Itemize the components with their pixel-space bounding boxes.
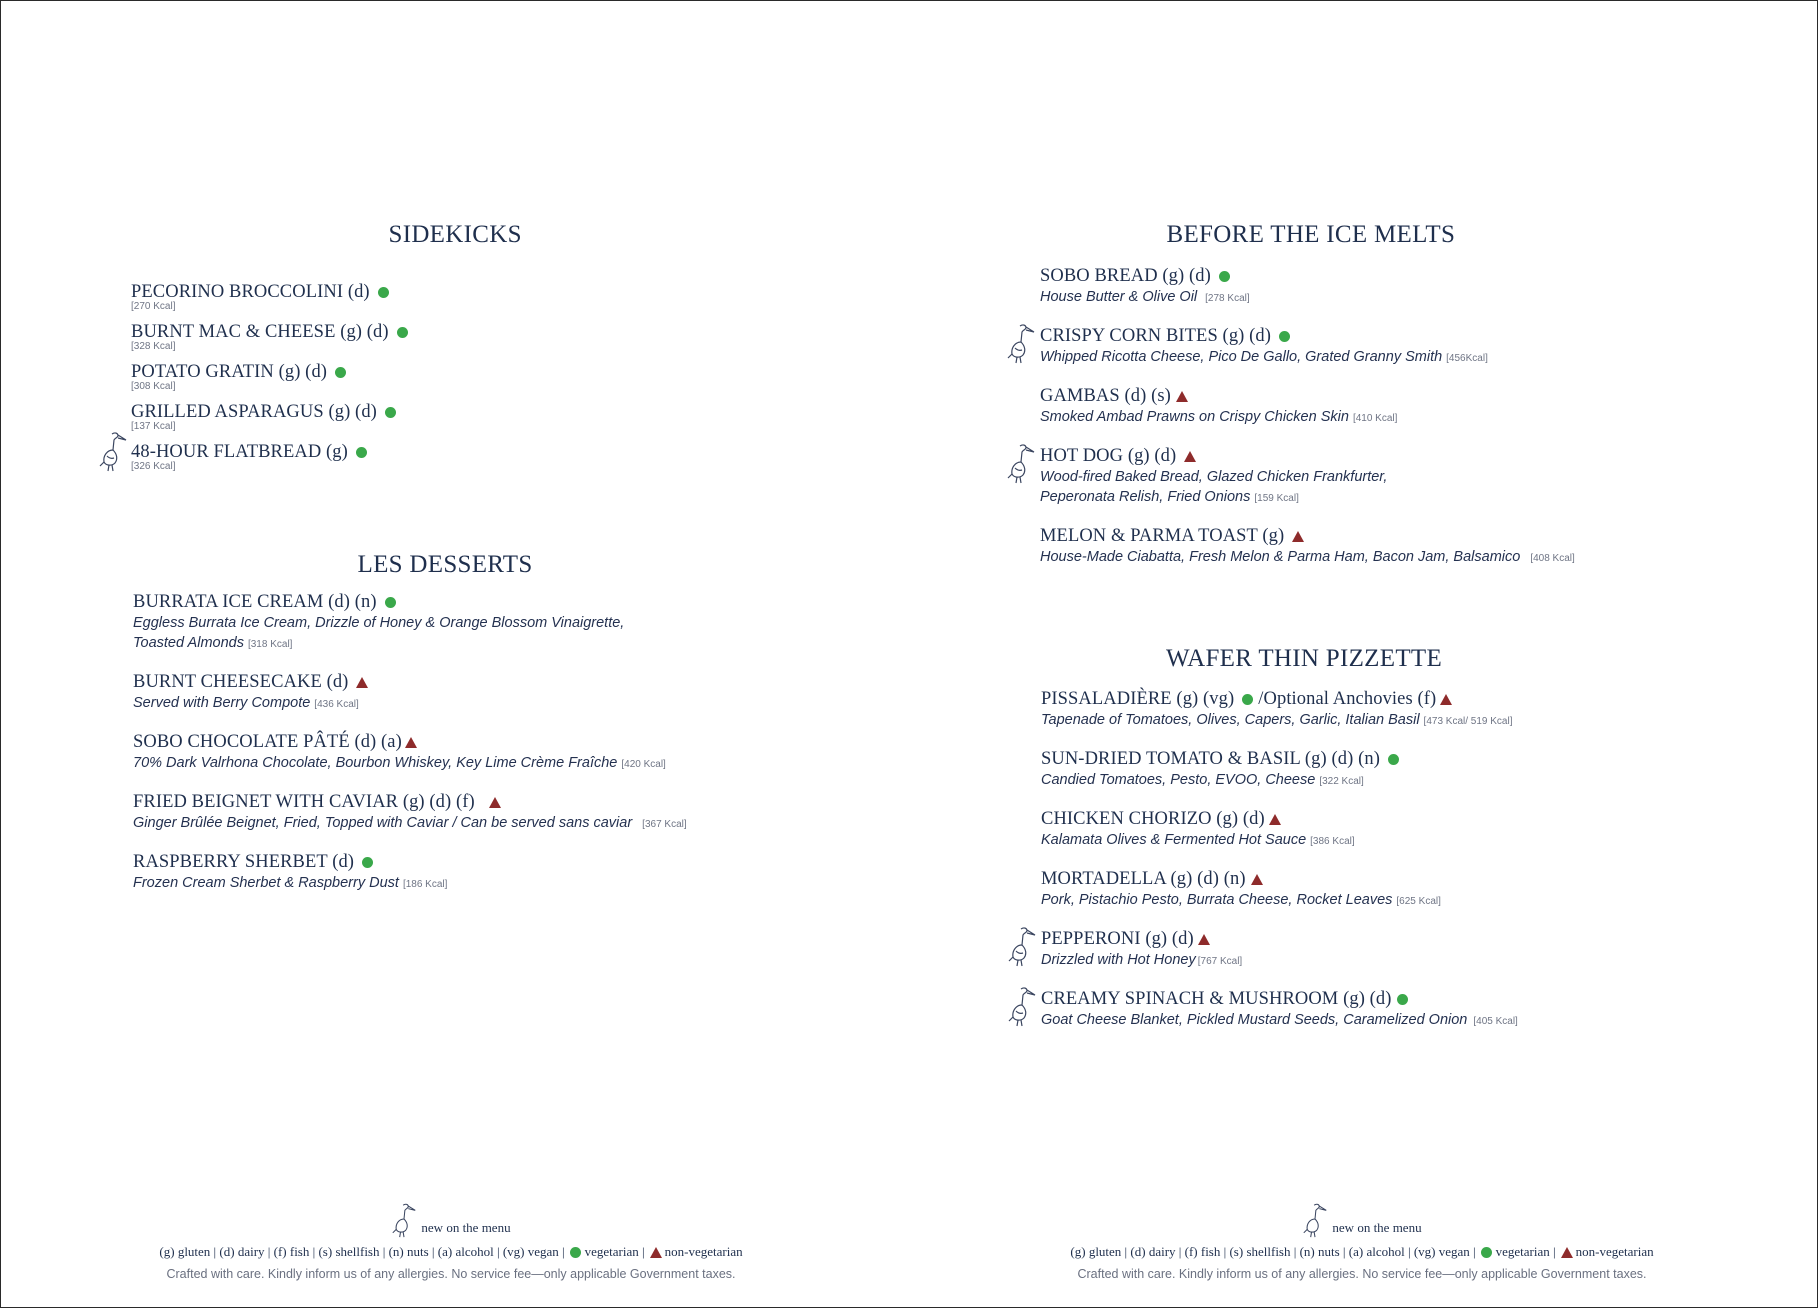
item-description: Goat Cheese Blanket, Pickled Mustard Seeds, Caramelized Onion — [1041, 1012, 1468, 1028]
menu-item — [1040, 385, 1397, 429]
item-kcal: [367 Kcal] — [642, 819, 687, 830]
item-name: MORTADELLA (g) (d) (n) — [1041, 869, 1246, 889]
item-kcal: [308 Kcal] — [131, 381, 176, 392]
item-description: Toasted Almonds — [133, 635, 244, 651]
item-description: Peperonata Relish, Fried Onions — [1040, 489, 1251, 505]
item-description: Wood-fired Baked Bread, Glazed Chicken Frankfurter, — [1040, 469, 1388, 485]
vegetarian-icon — [356, 447, 367, 458]
item-name: SUN-DRIED TOMATO & BASIL (g) (d) (n) — [1041, 749, 1380, 769]
non-vegetarian-icon — [405, 737, 417, 748]
item-kcal: [326 Kcal] — [131, 461, 176, 472]
section-title-before-the-ice-melts: BEFORE THE ICE MELTS — [1166, 221, 1456, 248]
menu-item — [133, 591, 624, 655]
non-vegetarian-icon — [650, 1247, 662, 1258]
item-kcal: [456Kcal] — [1446, 353, 1488, 364]
item-name: RASPBERRY SHERBET (d) — [133, 852, 355, 872]
menu-item — [1040, 325, 1488, 369]
non-vegetarian-legend-label: non-vegetarian — [1575, 1244, 1654, 1259]
vegetarian-icon — [1388, 754, 1399, 765]
section-title-sidekicks: SIDEKICKS — [388, 221, 522, 248]
item-name: MELON & PARMA TOAST (g) — [1040, 526, 1285, 546]
item-description: Kalamata Olives & Fermented Hot Sauce — [1041, 832, 1307, 848]
item-name: HOT DOG (g) (d) — [1040, 446, 1177, 466]
pelican-icon — [1302, 1200, 1328, 1238]
menu-item — [1041, 928, 1242, 972]
vegetarian-legend-label: vegetarian | — [584, 1244, 645, 1259]
item-kcal: [408 Kcal] — [1530, 553, 1575, 564]
item-kcal: [410 Kcal] — [1352, 413, 1398, 424]
item-description: Tapenade of Tomatoes, Olives, Capers, Garlic, Italian Basil — [1041, 712, 1420, 728]
non-vegetarian-icon — [1292, 531, 1304, 542]
pelican-icon — [1006, 440, 1036, 484]
menu-item — [133, 731, 666, 775]
vegetarian-icon — [1279, 331, 1290, 342]
allergy-note: Crafted with care. Kindly inform us of any allergies. No service fee—only applicable Government taxes. — [166, 1267, 736, 1281]
item-kcal: [318 Kcal] — [247, 639, 293, 650]
item-description: Pork, Pistachio Pesto, Burrata Cheese, Rocket Leaves — [1041, 892, 1393, 908]
menu-item — [133, 791, 687, 835]
menu-item — [1041, 748, 1399, 792]
menu-item — [1041, 868, 1441, 912]
item-name: CHICKEN CHORIZO (g) (d) — [1041, 809, 1265, 829]
item-name: FRIED BEIGNET WITH CAVIAR (g) (d) (f) — [133, 792, 475, 812]
item-description: Whipped Ricotta Cheese, Pico De Gallo, Grated Granny Smith — [1040, 349, 1443, 365]
menu-item — [131, 361, 346, 392]
pelican-icon — [1007, 923, 1037, 967]
item-description: Ginger Brûlée Beignet, Fried, Topped with Caviar / Can be served sans caviar — [133, 815, 633, 831]
item-kcal: [767 Kcal] — [1197, 956, 1243, 967]
non-vegetarian-legend-label: non-vegetarian — [664, 1244, 743, 1259]
item-kcal: [436 Kcal] — [314, 699, 359, 710]
vegetarian-icon — [1481, 1247, 1492, 1258]
vegetarian-icon — [378, 287, 389, 298]
item-name: BURNT MAC & CHEESE (g) (d) — [131, 322, 389, 342]
menu-item — [1040, 265, 1250, 309]
menu-item — [1041, 808, 1355, 852]
menu-item — [131, 441, 367, 472]
item-name: GAMBAS (d) (s) — [1040, 386, 1171, 406]
non-vegetarian-icon — [1176, 391, 1188, 402]
item-option: /Optional Anchovies (f) — [1258, 689, 1437, 709]
item-kcal: [159 Kcal] — [1254, 493, 1299, 504]
item-name: SOBO BREAD (g) (d) — [1040, 266, 1211, 286]
pelican-icon — [98, 428, 128, 472]
allergy-note: Crafted with care. Kindly inform us of any allergies. No service fee—only applicable Government taxes. — [1077, 1267, 1647, 1281]
new-on-menu-label: new on the menu — [421, 1220, 511, 1235]
menu-item — [131, 321, 408, 352]
non-vegetarian-icon — [1440, 694, 1452, 705]
item-description: 70% Dark Valrhona Chocolate, Bourbon Whiskey, Key Lime Crème Fraîche — [133, 755, 618, 771]
non-vegetarian-icon — [1269, 814, 1281, 825]
item-name: CRISPY CORN BITES (g) (d) — [1040, 326, 1272, 346]
menu-item — [1041, 688, 1513, 732]
vegetarian-icon — [385, 407, 396, 418]
vegetarian-icon — [1242, 694, 1253, 705]
section-title-wafer-thin-pizzette: WAFER THIN PIZZETTE — [1166, 645, 1443, 672]
item-name: PEPPERONI (g) (d) — [1041, 929, 1194, 949]
item-kcal: [270 Kcal] — [131, 301, 176, 312]
item-kcal: [328 Kcal] — [131, 341, 176, 352]
item-kcal: [186 Kcal] — [402, 879, 448, 890]
vegetarian-icon — [1219, 271, 1230, 282]
item-kcal: [625 Kcal] — [1396, 896, 1441, 907]
item-name: CREAMY SPINACH & MUSHROOM (g) (d) — [1041, 989, 1392, 1009]
menu-item — [1041, 988, 1518, 1032]
item-kcal: [473 Kcal/ 519 Kcal] — [1423, 716, 1513, 727]
pelican-icon — [391, 1200, 417, 1238]
item-kcal: [386 Kcal] — [1310, 836, 1355, 847]
non-vegetarian-icon — [356, 677, 368, 688]
non-vegetarian-icon — [1251, 874, 1263, 885]
vegetarian-icon — [1397, 994, 1408, 1005]
item-kcal: [322 Kcal] — [1319, 776, 1364, 787]
non-vegetarian-icon — [1561, 1247, 1573, 1258]
non-vegetarian-icon — [1198, 934, 1210, 945]
menu-item — [131, 401, 396, 432]
item-description: Drizzled with Hot Honey — [1041, 952, 1196, 968]
non-vegetarian-icon — [489, 797, 501, 808]
non-vegetarian-icon — [1184, 451, 1196, 462]
item-kcal: [278 Kcal] — [1205, 293, 1250, 304]
item-name: GRILLED ASPARAGUS (g) (d) — [131, 402, 377, 422]
vegetarian-icon — [385, 597, 396, 608]
pelican-icon — [1007, 983, 1037, 1027]
legend-footer-left — [91, 1198, 811, 1281]
new-on-menu-label: new on the menu — [1332, 1220, 1422, 1235]
item-description: Smoked Ambad Prawns on Crispy Chicken Skin — [1040, 409, 1349, 425]
vegetarian-icon — [397, 327, 408, 338]
item-description: Eggless Burrata Ice Cream, Drizzle of Honey & Orange Blossom Vinaigrette, — [133, 615, 625, 631]
item-name: BURNT CHEESECAKE (d) — [133, 672, 349, 692]
menu-item — [133, 671, 368, 715]
item-kcal: [137 Kcal] — [131, 421, 176, 432]
item-description: House Butter & Olive Oil — [1040, 289, 1198, 305]
menu-item — [133, 851, 447, 895]
item-description: Frozen Cream Sherbet & Raspberry Dust — [133, 875, 399, 891]
vegetarian-icon — [362, 857, 373, 868]
pelican-icon — [1006, 320, 1036, 364]
menu-item — [1040, 525, 1575, 569]
menu-item — [131, 281, 389, 312]
item-name: SOBO CHOCOLATE PÂTÉ (d) (a) — [133, 732, 402, 752]
item-kcal: [405 Kcal] — [1473, 1016, 1518, 1027]
item-name: PISSALADIÈRE (g) (vg) — [1041, 689, 1235, 709]
legend-footer-right — [1002, 1198, 1722, 1281]
vegetarian-legend-label: vegetarian | — [1495, 1244, 1556, 1259]
vegetarian-icon — [335, 367, 346, 378]
menu-item — [1040, 445, 1387, 509]
item-name: PECORINO BROCCOLINI (d) — [131, 282, 370, 302]
item-description: Served with Berry Compote — [133, 695, 311, 711]
allergen-legend: (g) gluten | (d) dairy | (f) fish | (s) shellfish | (n) nuts | (a) alcohol | (vg) vegan | — [1070, 1244, 1476, 1259]
section-title-desserts: LES DESSERTS — [357, 551, 533, 578]
allergen-legend: (g) gluten | (d) dairy | (f) fish | (s) shellfish | (n) nuts | (a) alcohol | (vg) vegan | — [159, 1244, 565, 1259]
item-name: POTATO GRATIN (g) (d) — [131, 362, 328, 382]
item-name: BURRATA ICE CREAM (d) (n) — [133, 592, 377, 612]
item-description: House-Made Ciabatta, Fresh Melon & Parma Ham, Bacon Jam, Balsamico — [1040, 549, 1521, 565]
item-kcal: [420 Kcal] — [621, 759, 666, 770]
item-description: Candied Tomatoes, Pesto, EVOO, Cheese — [1041, 772, 1316, 788]
item-name: 48-HOUR FLATBREAD (g) — [131, 442, 348, 462]
vegetarian-icon — [570, 1247, 581, 1258]
